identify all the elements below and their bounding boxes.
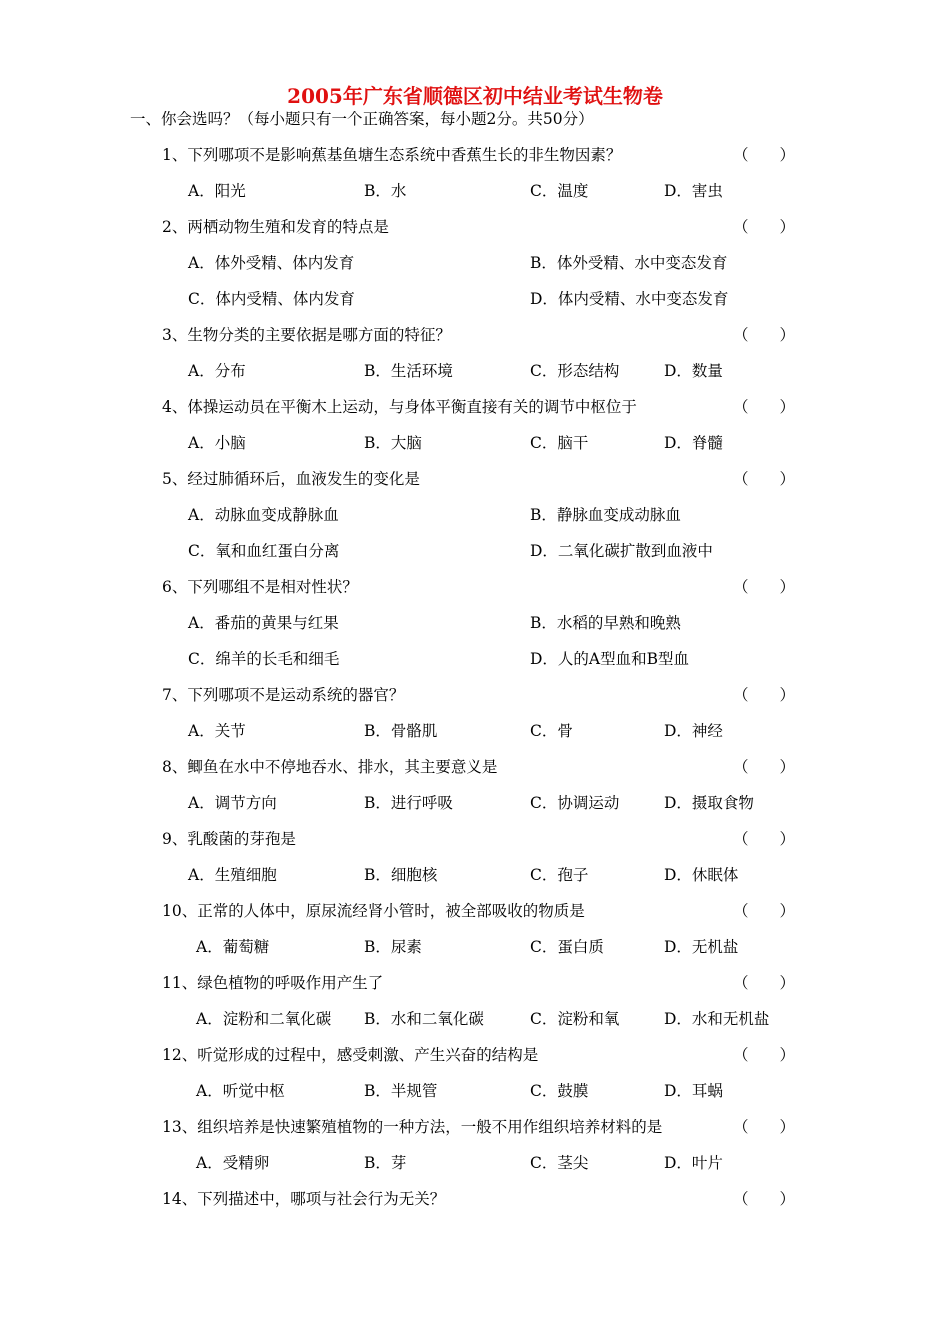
answer-blank[interactable]: （ ） xyxy=(733,758,796,776)
answer-option[interactable]: B．骨骼肌 xyxy=(364,722,438,740)
answer-option[interactable]: A．体外受精、体内发育 xyxy=(188,254,355,272)
question-row xyxy=(0,971,950,993)
answer-option[interactable]: B．水和二氧化碳 xyxy=(364,1010,484,1028)
option-row xyxy=(0,719,950,741)
question-text: 1、下列哪项不是影响蕉基鱼塘生态系统中香蕉生长的非生物因素？ xyxy=(162,146,622,164)
option-row xyxy=(0,1151,950,1173)
question-row xyxy=(0,215,950,237)
page-title: 2005年广东省顺德区初中结业考试生物卷 xyxy=(287,84,663,108)
answer-option[interactable]: C．绵羊的长毛和细毛 xyxy=(188,650,340,668)
answer-option[interactable]: C．蛋白质 xyxy=(530,938,604,956)
question-text: 9、乳酸菌的芽孢是 xyxy=(162,830,296,848)
question-row xyxy=(0,755,950,777)
option-row xyxy=(0,251,950,273)
answer-option[interactable]: D．神经 xyxy=(664,722,723,740)
answer-option[interactable]: A．番茄的黄果与红果 xyxy=(188,614,339,632)
option-row xyxy=(0,791,950,813)
answer-option[interactable]: B．静脉血变成动脉血 xyxy=(530,506,681,524)
question-row xyxy=(0,323,950,345)
answer-option[interactable]: B．芽 xyxy=(364,1154,407,1172)
answer-option[interactable]: D．数量 xyxy=(664,362,723,380)
question-text: 7、下列哪项不是运动系统的器官？ xyxy=(162,686,405,704)
answer-option[interactable]: A．受精卵 xyxy=(196,1154,270,1172)
question-row xyxy=(0,827,950,849)
answer-option[interactable]: D．害虫 xyxy=(664,182,723,200)
answer-option[interactable]: A．听觉中枢 xyxy=(196,1082,285,1100)
section-heading: 一、你会选吗？（每小题只有一个正确答案，每小题2分。共50分） xyxy=(130,110,594,128)
answer-option[interactable]: C．温度 xyxy=(530,182,589,200)
question-row xyxy=(0,143,950,165)
answer-option[interactable]: C．形态结构 xyxy=(530,362,620,380)
question-text: 13、组织培养是快速繁殖植物的一种方法，一般不用作组织培养材料的是 xyxy=(162,1118,663,1136)
answer-option[interactable]: A．调节方向 xyxy=(188,794,277,812)
question-text: 4、体操运动员在平衡木上运动，与身体平衡直接有关的调节中枢位于 xyxy=(162,398,637,416)
question-text: 14、下列描述中，哪项与社会行为无关？ xyxy=(162,1190,446,1208)
answer-option[interactable]: C．脑干 xyxy=(530,434,589,452)
option-row xyxy=(0,179,950,201)
answer-option[interactable]: C．孢子 xyxy=(530,866,589,884)
option-row xyxy=(0,287,950,309)
answer-option[interactable]: D．二氧化碳扩散到血液中 xyxy=(530,542,713,560)
answer-blank[interactable]: （ ） xyxy=(733,146,796,164)
answer-option[interactable]: C．协调运动 xyxy=(530,794,620,812)
answer-option[interactable]: B．半规管 xyxy=(364,1082,438,1100)
question-row xyxy=(0,1115,950,1137)
question-row xyxy=(0,899,950,921)
answer-option[interactable]: A．小脑 xyxy=(188,434,246,452)
question-text: 8、鲫鱼在水中不停地吞水、排水，其主要意义是 xyxy=(162,758,498,776)
answer-blank[interactable]: （ ） xyxy=(733,1118,796,1136)
answer-blank[interactable]: （ ） xyxy=(733,902,796,920)
question-row xyxy=(0,467,950,489)
answer-option[interactable]: D．人的A型血和B型血 xyxy=(530,650,690,668)
answer-option[interactable]: D．水和无机盐 xyxy=(664,1010,770,1028)
answer-option[interactable]: B．水稻的早熟和晚熟 xyxy=(530,614,681,632)
answer-option[interactable]: D．耳蜗 xyxy=(664,1082,723,1100)
answer-blank[interactable]: （ ） xyxy=(733,1190,796,1208)
answer-option[interactable]: D．无机盐 xyxy=(664,938,739,956)
answer-blank[interactable]: （ ） xyxy=(733,398,796,416)
answer-option[interactable]: A．动脉血变成静脉血 xyxy=(188,506,339,524)
answer-option[interactable]: D．摄取食物 xyxy=(664,794,754,812)
answer-option[interactable]: A．分布 xyxy=(188,362,246,380)
answer-option[interactable]: B．细胞核 xyxy=(364,866,438,884)
option-row xyxy=(0,611,950,633)
option-row xyxy=(0,863,950,885)
answer-blank[interactable]: （ ） xyxy=(733,218,796,236)
option-row xyxy=(0,359,950,381)
option-row xyxy=(0,431,950,453)
answer-option[interactable]: D．体内受精、水中变态发育 xyxy=(530,290,729,308)
answer-option[interactable]: A．淀粉和二氧化碳 xyxy=(196,1010,332,1028)
answer-option[interactable]: B．尿素 xyxy=(364,938,422,956)
answer-option[interactable]: A．葡萄糖 xyxy=(196,938,270,956)
question-text: 3、生物分类的主要依据是哪方面的特征？ xyxy=(162,326,451,344)
answer-option[interactable]: B．生活环境 xyxy=(364,362,453,380)
option-row xyxy=(0,935,950,957)
answer-option[interactable]: B．进行呼吸 xyxy=(364,794,453,812)
question-row xyxy=(0,683,950,705)
answer-option[interactable]: C．骨 xyxy=(530,722,573,740)
question-text: 10、正常的人体中，原尿流经肾小管时，被全部吸收的物质是 xyxy=(162,902,585,920)
answer-option[interactable]: D．叶片 xyxy=(664,1154,723,1172)
question-text: 6、下列哪组不是相对性状？ xyxy=(162,578,358,596)
answer-option[interactable]: C．茎尖 xyxy=(530,1154,589,1172)
answer-option[interactable]: C．淀粉和氧 xyxy=(530,1010,620,1028)
question-text: 12、听觉形成的过程中，感受刺激、产生兴奋的结构是 xyxy=(162,1046,539,1064)
answer-option[interactable]: B．水 xyxy=(364,182,407,200)
answer-option[interactable]: B．大脑 xyxy=(364,434,422,452)
answer-blank[interactable]: （ ） xyxy=(733,470,796,488)
option-row xyxy=(0,539,950,561)
answer-option[interactable]: C．鼓膜 xyxy=(530,1082,589,1100)
answer-option[interactable]: C．体内受精、体内发育 xyxy=(188,290,355,308)
option-row xyxy=(0,503,950,525)
question-text: 11、绿色植物的呼吸作用产生了 xyxy=(162,974,384,992)
option-row xyxy=(0,647,950,669)
option-row xyxy=(0,1079,950,1101)
answer-blank[interactable]: （ ） xyxy=(733,830,796,848)
answer-blank[interactable]: （ ） xyxy=(733,326,796,344)
answer-option[interactable]: A．生殖细胞 xyxy=(188,866,277,884)
answer-option[interactable]: D．休眠体 xyxy=(664,866,739,884)
answer-blank[interactable]: （ ） xyxy=(733,578,796,596)
answer-option[interactable]: B．体外受精、水中变态发育 xyxy=(530,254,728,272)
question-row xyxy=(0,395,950,417)
option-row xyxy=(0,1007,950,1029)
answer-option[interactable]: A．阳光 xyxy=(188,182,246,200)
answer-blank[interactable]: （ ） xyxy=(733,974,796,992)
question-row xyxy=(0,575,950,597)
question-text: 5、经过肺循环后，血液发生的变化是 xyxy=(162,470,420,488)
answer-option[interactable]: D．脊髓 xyxy=(664,434,723,452)
answer-blank[interactable]: （ ） xyxy=(733,686,796,704)
question-row xyxy=(0,1043,950,1065)
question-text: 2、两栖动物生殖和发育的特点是 xyxy=(162,218,389,236)
question-row xyxy=(0,1187,950,1209)
answer-option[interactable]: A．关节 xyxy=(188,722,246,740)
answer-option[interactable]: C．氧和血红蛋白分离 xyxy=(188,542,340,560)
answer-blank[interactable]: （ ） xyxy=(733,1046,796,1064)
